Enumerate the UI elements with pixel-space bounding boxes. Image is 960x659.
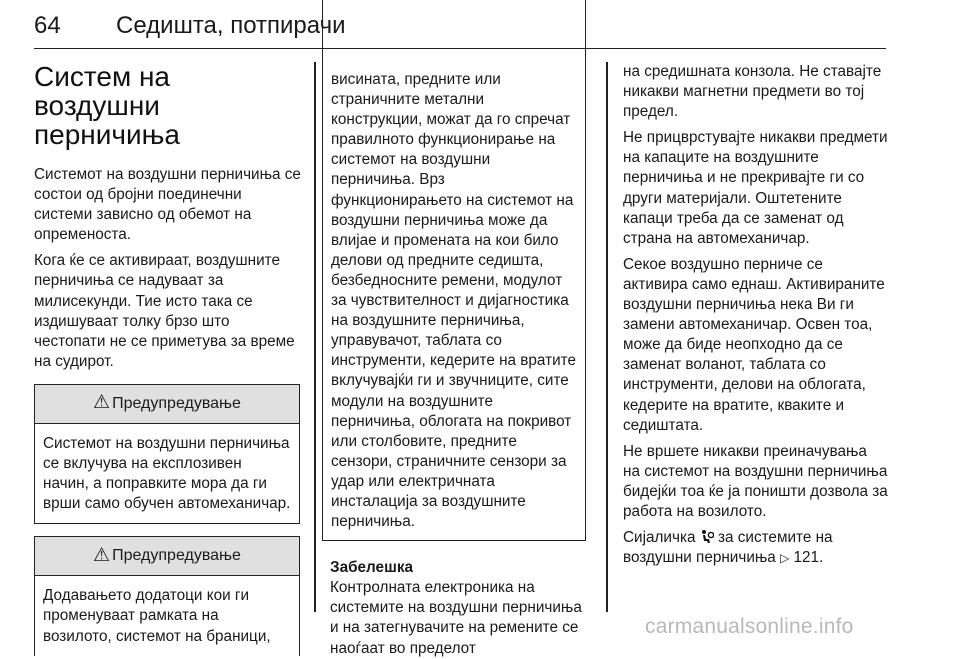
warning-body xyxy=(35,576,299,655)
console-paragraph: на средишната конзола. Не ставајте никакви магнетни предмети во тој предел. xyxy=(623,63,882,121)
warning-header xyxy=(35,537,299,576)
modification-paragraph: Не вршете никакви преиначувања на системот на воздушни перничиња бидејќи тоа ќе ја поништи дозвола за работа на возилото. xyxy=(623,442,888,520)
section-title: Седишта, потпирачи xyxy=(116,12,346,39)
chapter-heading: Систем на воздушни перничиња xyxy=(34,61,180,150)
activation-paragraph: Кога ќе се активираат, воздушните перничиња се надуваат за милисекунди. Тие исто така се издишуваат толку брзо што честопати не се приметува за време на судирот. xyxy=(34,252,295,370)
airbag-indicator-icon xyxy=(700,529,714,544)
warning-text: Системот на воздушни перничиња се вклучува на експлозивен начин, а поправките мора да ги врши само обучен автомеханичар. xyxy=(43,434,291,513)
page-number: 64 xyxy=(34,12,61,39)
warning-continued-text: висината, предните или страничните метални конструкции, можат да го спречат правилното функционирање на системот на воздушни перничиња. Врз функционирањето на системот на воздушни перничиња може да влијае и промената на кои било делови од предните седишта, безбедносните ремени, модулот за чувствителност и дијагностика на воздушните перничиња, управувачот, таблата со инструменти, кедерите на вратите вклучувајќи ги и звучниците, сите модули на воздушните перничиња, облогата на покривот или столбовите, предните сензори, страничните сензори за удар или електричната инсталација за воздушните перничиња. xyxy=(331,71,576,531)
column-divider-2 xyxy=(606,62,608,612)
column-3 xyxy=(623,62,888,568)
column-1 xyxy=(34,62,302,656)
replacement-paragraph: Секое воздушно перниче се активира само еднаш. Активираните воздушни перничиња нека Ви ги замени автомеханичар. Освен тоа, може да биде неопходно да се заменат воланот, таблата со инструменти, делови на облогата, кедерите на вратите, кваките и седиштата. xyxy=(623,255,885,434)
warning-triangle-icon: ⚠ xyxy=(93,544,111,566)
warning-triangle-icon: ⚠ xyxy=(93,392,111,414)
warning-box-2 xyxy=(34,536,300,655)
column-divider-1 xyxy=(314,62,316,612)
warning-box-1 xyxy=(34,384,300,524)
warning-text: Додавањето додатоци кои ги променуваат рамката на возилото, системот на браници, xyxy=(43,587,271,645)
intro-paragraph: Системот на воздушни перничиња се состои од бројни поединечни системи зависно од обемот на опременоста. xyxy=(34,166,301,244)
note-title: Забелешка xyxy=(330,559,413,577)
warning-title: Предупредување xyxy=(112,394,241,412)
page-reference-triangle-icon: ▷ xyxy=(780,551,790,566)
warning-box-continued xyxy=(322,0,586,541)
watermark: carmanualsonline.info xyxy=(645,615,854,638)
warning-title: Предупредување xyxy=(112,547,241,565)
warning-header xyxy=(35,385,299,424)
covers-paragraph: Не прицврстувајте никакви предмети на капаците на воздушните перничиња и не прекривајте ги со други материјали. Оштетените капаци треба да се заменат од страна на автомеханичар. xyxy=(623,129,888,247)
note-text: Контролната електроника на системите на воздушни перничиња и на затегнувачите на ремените се наоѓаат во пределот xyxy=(330,579,582,657)
warning-body xyxy=(35,424,299,523)
page-reference[interactable]: 121. xyxy=(793,549,824,567)
column-2 xyxy=(330,62,592,659)
indicator-reference: Сијаличка за системите на воздушни перничиња ▷ 121. xyxy=(623,529,833,567)
